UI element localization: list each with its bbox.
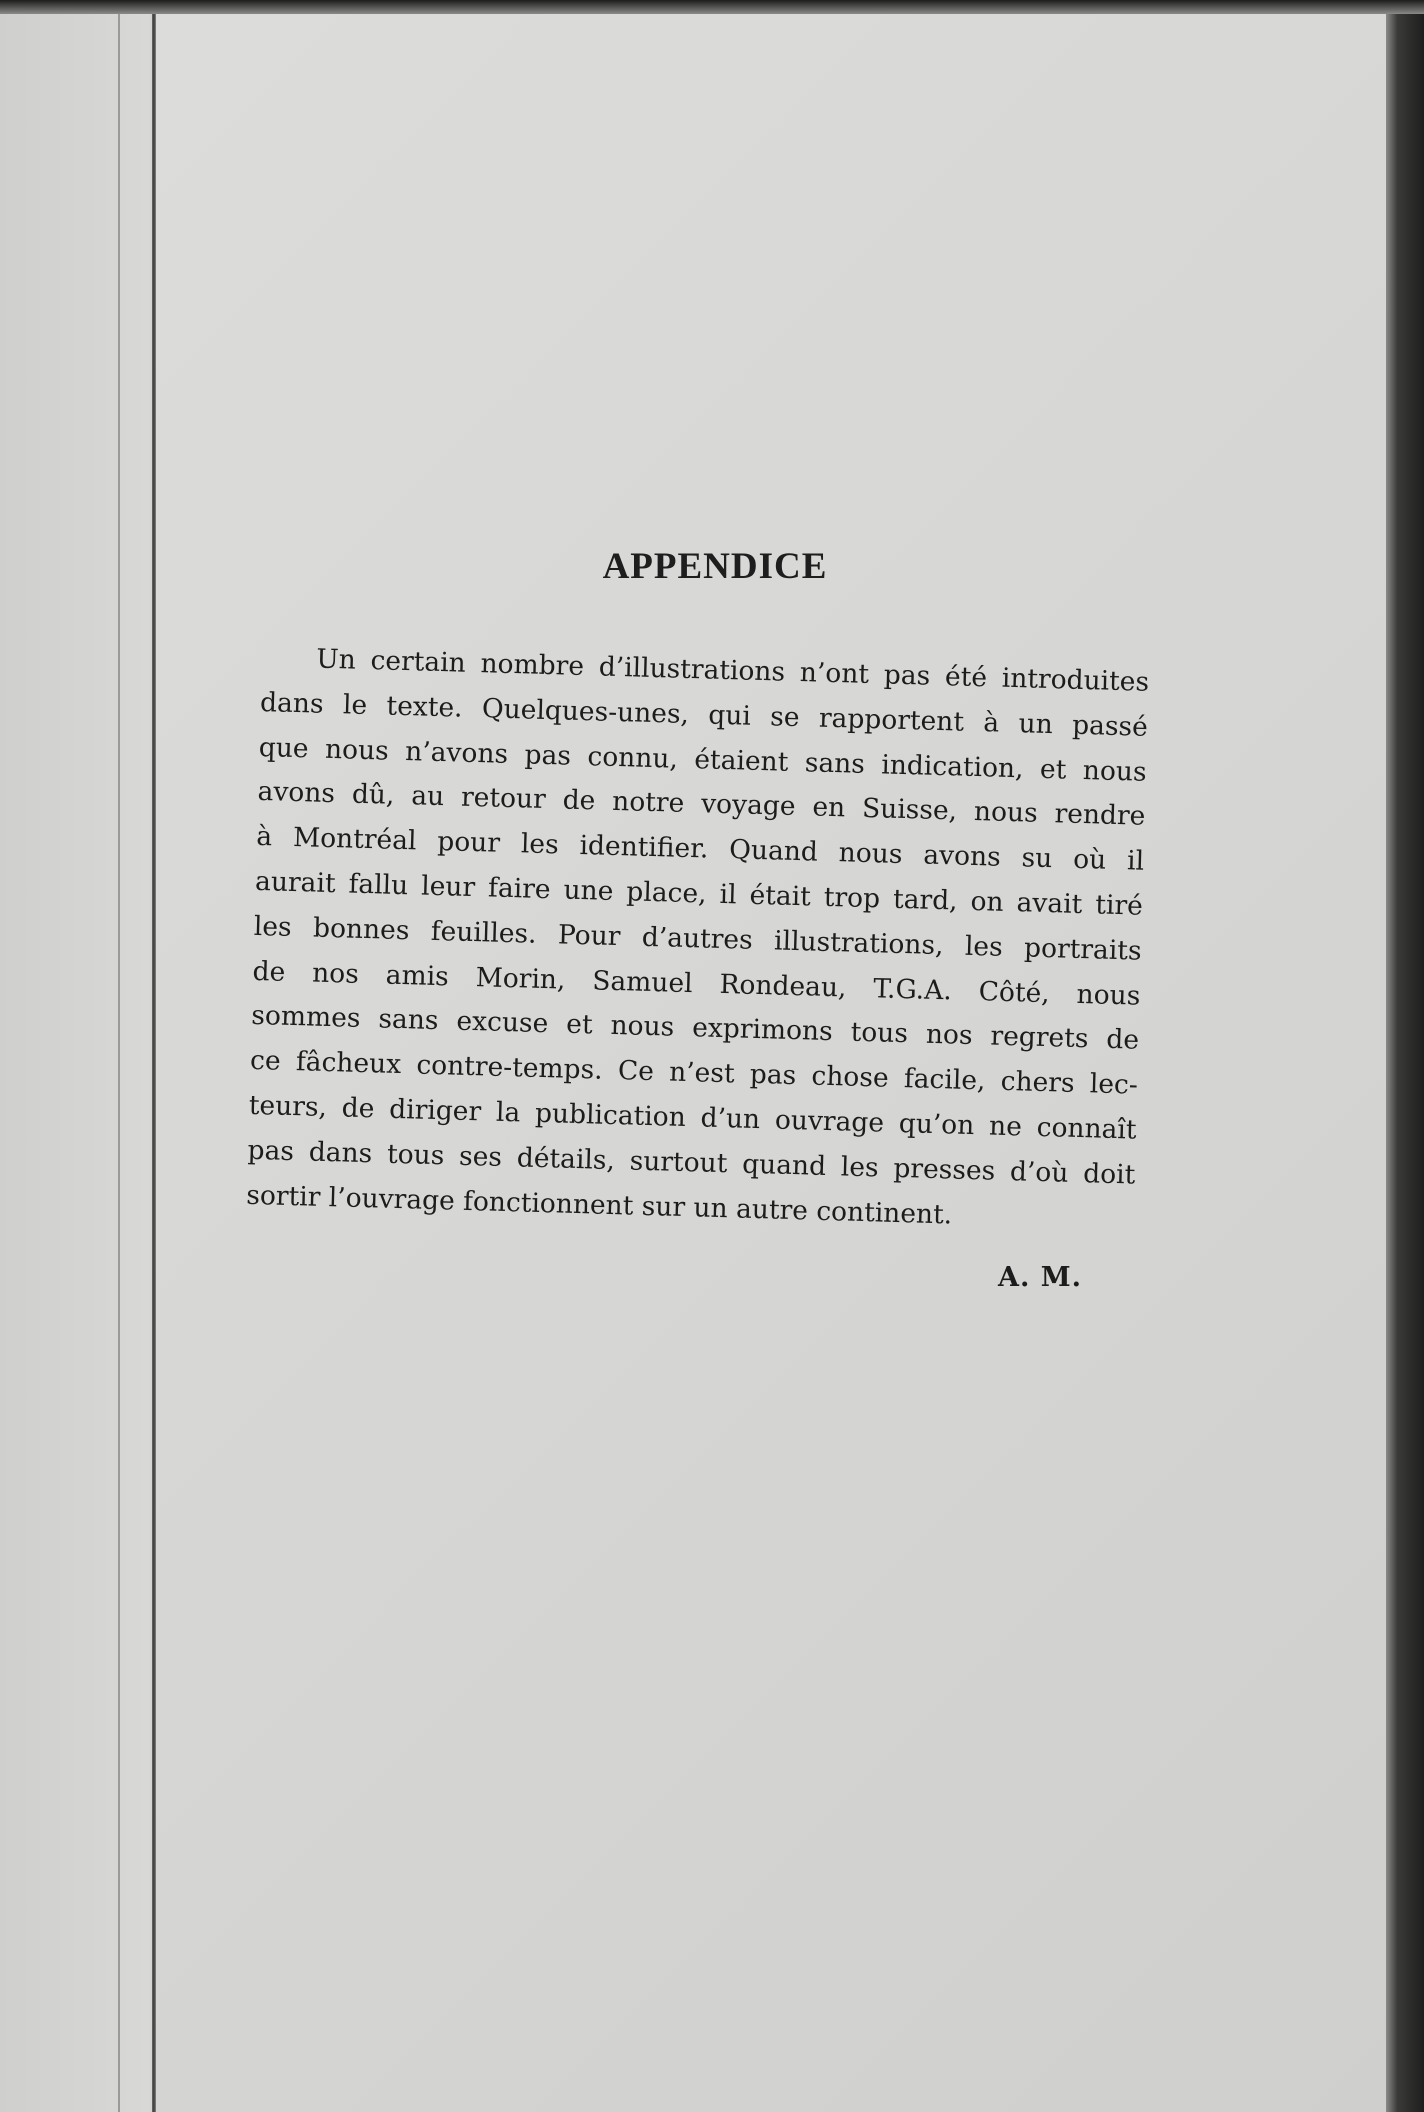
paragraph-line: dans le texte. Quelques-unes, qui se rapportent à un passé [259, 686, 1149, 743]
paragraph-line: ce fâcheux contre-temps. Ce n’est pas chose facile, chers lec- [249, 1045, 1139, 1101]
paragraph-line: à Montréal pour les identifier. Quand nous avons su où il [255, 821, 1145, 877]
binding-fold-line [118, 0, 120, 2112]
page-edge-shadow [1386, 0, 1424, 2112]
page-title: APPENDICE [602, 546, 828, 587]
paragraph-line: sommes sans excuse et nous exprimons tous nos regrets de [250, 1000, 1140, 1057]
paragraph-line: aurait fallu leur faire une place, il était trop tard, on avait tiré [254, 865, 1144, 922]
paragraph-line: sortir l’ouvrage fonctionnent sur un autre continent. [245, 1179, 953, 1231]
paragraph-line: avons dû, au retour de notre voyage en Suisse, nous rendre [257, 776, 1146, 833]
paragraph-line: Un certain nombre d’illustrations n’ont pas été introduites [315, 643, 1150, 698]
author-initials: A. M. [998, 1262, 1083, 1293]
paragraph-line: teurs, de diriger la publication d’un ouvrage qu’on ne connaît [248, 1089, 1137, 1146]
paragraph-line: pas dans tous ses détails, surtout quand les presses d’où doit [247, 1134, 1136, 1191]
appendix-paragraph [246, 636, 1150, 1243]
facing-page-strip [0, 0, 150, 2112]
paragraph-line: de nos amis Morin, Samuel Rondeau, T.G.A. Côté, nous [252, 955, 1141, 1012]
paragraph-line: que nous n’avons pas connu, étaient sans indication, et nous [258, 731, 1147, 788]
paragraph-line: les bonnes feuilles. Pour d’autres illustrations, les portraits [253, 910, 1142, 967]
top-edge-shadow [0, 0, 1424, 14]
